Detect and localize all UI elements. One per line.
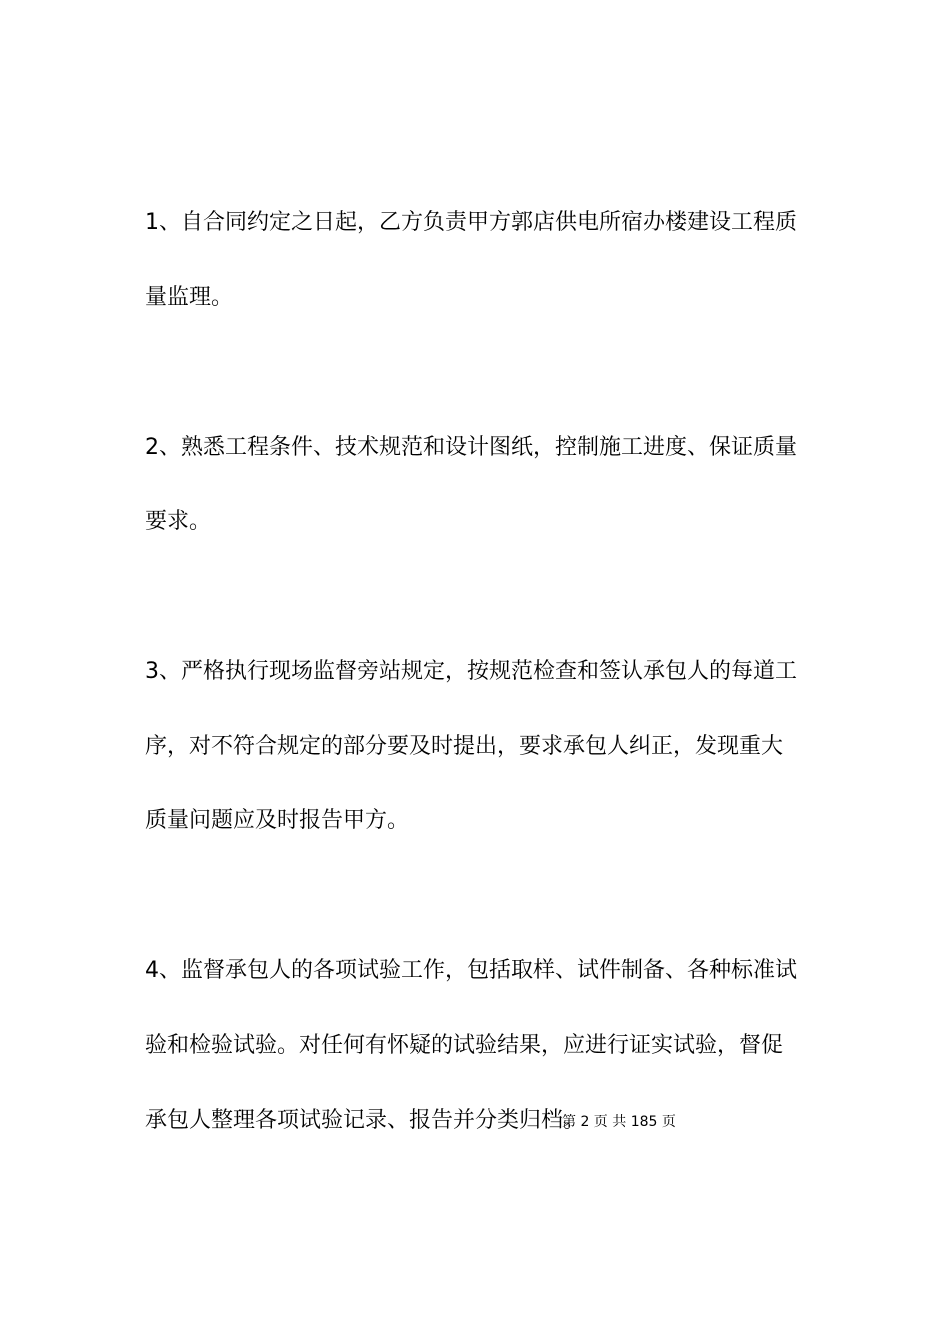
paragraph-3-line-1: 3、严格执行现场监督旁站规定，按规范检查和签认承包人的每道工 [145,659,797,684]
paragraph-4-line-1: 4、监督承包人的各项试验工作，包括取样、试件制备、各种标准试 [145,958,797,983]
paragraph-3-line-3: 质量问题应及时报告甲方。 [145,808,410,833]
paragraph-4-line-3: 承包人整理各项试验记录、报告并分类归档。 [145,1108,586,1133]
page-number-label: 第 2 页 共 185 页 [562,1114,676,1130]
paragraph-2-line-1: 2、熟悉工程条件、技术规范和设计图纸，控制施工进度、保证质量 [145,435,797,460]
paragraph-1-line-1: 1、自合同约定之日起，乙方负责甲方郭店供电所宿办楼建设工程质 [145,210,797,235]
paragraph-2-line-2: 要求。 [145,509,212,534]
paragraph-3-line-2: 序，对不符合规定的部分要及时提出，要求承包人纠正，发现重大 [145,734,784,759]
paragraph-4-line-2: 验和检验试验。对任何有怀疑的试验结果，应进行证实试验，督促 [145,1033,784,1058]
paragraph-1-line-2: 量监理。 [145,285,234,310]
